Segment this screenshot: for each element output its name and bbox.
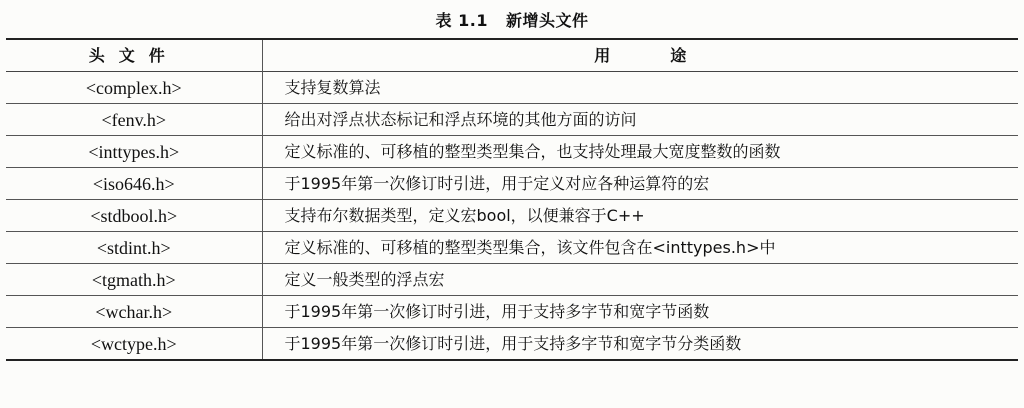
header-file-usage: 定义标准的、可移植的整型类型集合，也支持处理最大宽度整数的函数	[284, 141, 781, 161]
table-row	[6, 328, 1018, 361]
table-row	[6, 296, 1018, 328]
header-file-name: <fenv.h>	[6, 104, 262, 136]
header-file-usage: 定义标准的、可移植的整型类型集合，该文件包含在<inttypes.h>中	[284, 237, 776, 257]
table-row	[6, 232, 1018, 264]
header-file-usage: 定义一般类型的浮点宏	[284, 269, 445, 289]
header-usage-part-a: 用	[594, 45, 611, 65]
table-row	[6, 200, 1018, 232]
header-file-column: 头文件	[6, 39, 262, 72]
header-file-usage: 给出对浮点状态标记和浮点环境的其他方面的访问	[284, 109, 637, 129]
table-row	[6, 168, 1018, 200]
header-file-name: <wctype.h>	[6, 328, 262, 361]
header-file-name: <stdint.h>	[6, 232, 262, 264]
header-file-usage: 于1995年第一次修订时引进，用于定义对应各种运算符的宏	[284, 173, 710, 193]
header-file-usage: 支持复数算法	[284, 77, 381, 97]
header-file-name: <inttypes.h>	[6, 136, 262, 168]
table-header-row	[6, 39, 1018, 72]
table-row	[6, 104, 1018, 136]
table-caption	[0, 8, 1024, 31]
caption-title: 新增头文件	[505, 11, 589, 30]
table-row	[6, 264, 1018, 296]
header-file-usage: 支持布尔数据类型，定义宏bool，以便兼容于C++	[284, 205, 645, 225]
header-usage-part-b: 途	[670, 45, 687, 65]
header-file-name: <wchar.h>	[6, 296, 262, 328]
header-file-name: <complex.h>	[6, 72, 262, 104]
header-file-name: <iso646.h>	[6, 168, 262, 200]
header-usage-column	[262, 39, 1018, 72]
table-row	[6, 136, 1018, 168]
table-row	[6, 72, 1018, 104]
caption-number: 表 1.1	[435, 11, 488, 30]
header-file-name: <stdbool.h>	[6, 200, 262, 232]
header-file-usage: 于1995年第一次修订时引进，用于支持多字节和宽字节分类函数	[284, 333, 742, 353]
header-file-name: <tgmath.h>	[6, 264, 262, 296]
header-file-usage: 于1995年第一次修订时引进，用于支持多字节和宽字节函数	[284, 301, 710, 321]
header-files-table	[6, 38, 1018, 361]
